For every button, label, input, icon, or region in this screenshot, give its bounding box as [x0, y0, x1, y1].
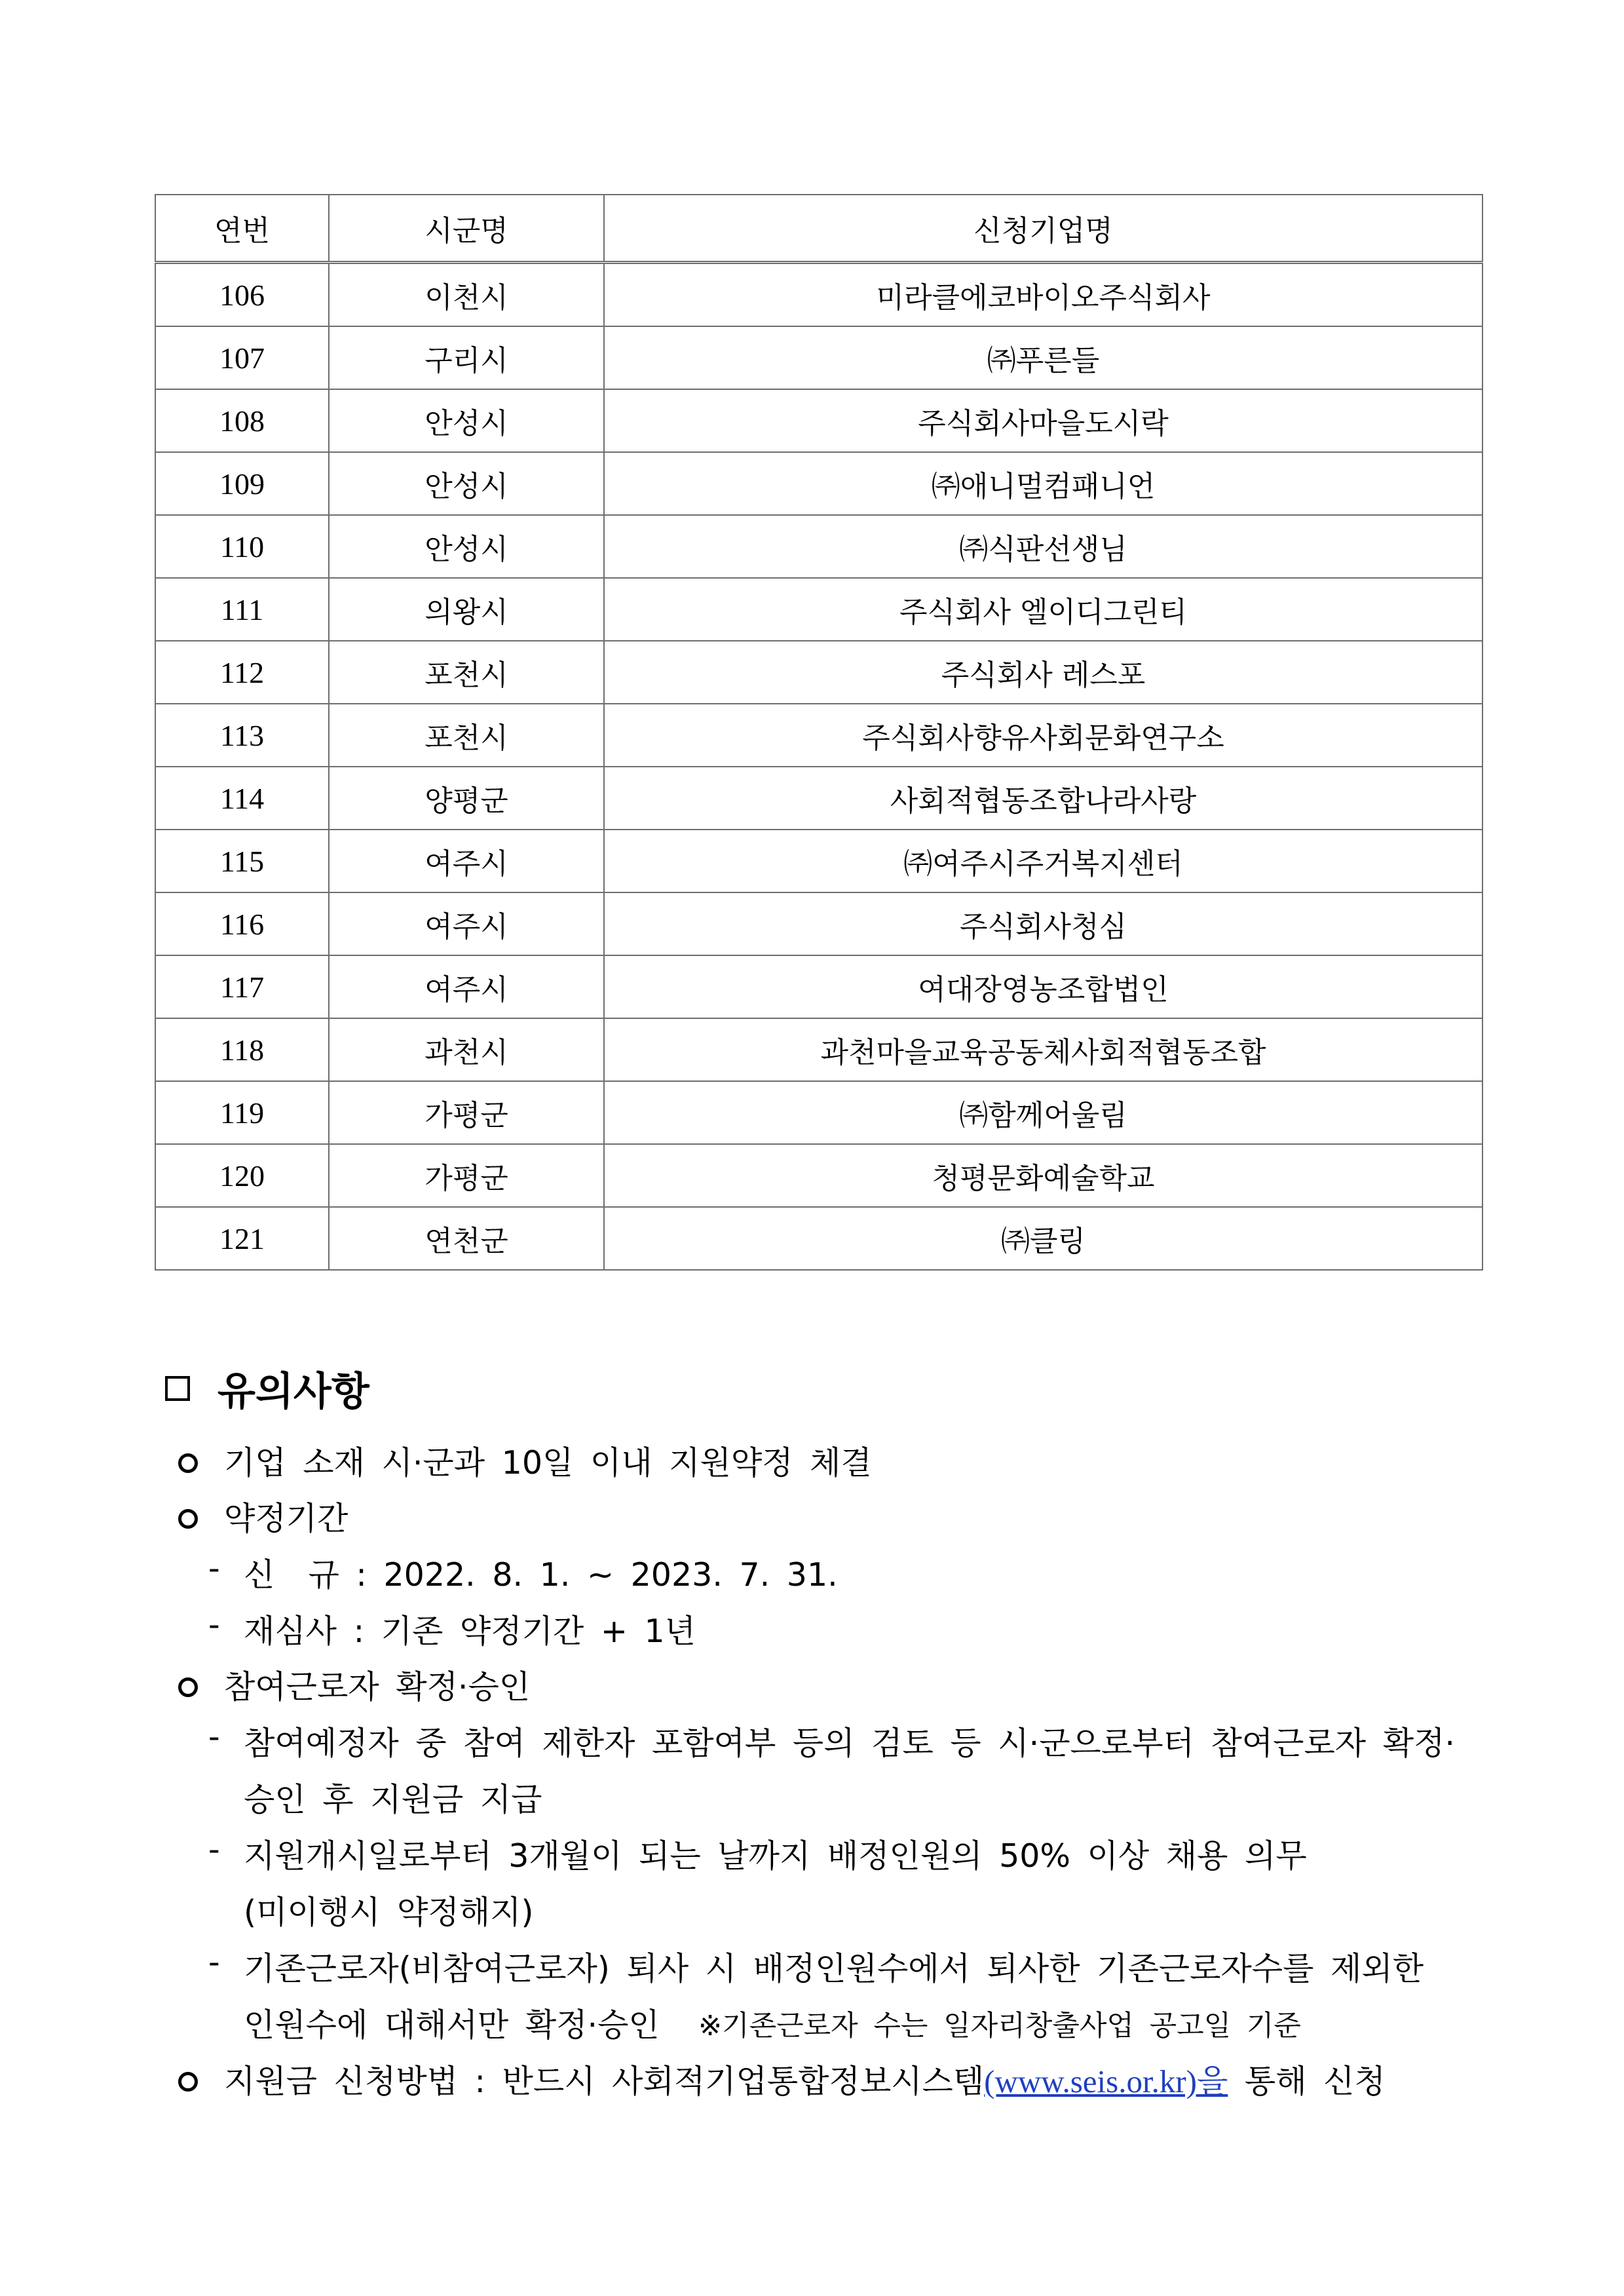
- row-city: 연천군: [329, 1207, 604, 1270]
- table-row: [155, 1018, 1482, 1081]
- note-item-worker-approval: 참여근로자 확정·승인: [224, 1668, 531, 1706]
- row-city: 의왕시: [329, 578, 604, 641]
- table-row: [155, 1081, 1482, 1144]
- application-method-suffix: 통해 신청: [1244, 2063, 1386, 2100]
- row-number: 109: [155, 452, 329, 515]
- row-number: 106: [155, 263, 329, 327]
- row-number: 113: [155, 704, 329, 767]
- table-row: [155, 704, 1482, 767]
- row-number: 112: [155, 641, 329, 704]
- table-row: [155, 641, 1482, 704]
- notes-title: 유의사항: [217, 1369, 369, 1415]
- row-city: 양평군: [329, 767, 604, 830]
- row-company: ㈜클링: [604, 1207, 1482, 1270]
- note-sub-review-line1: 참여예정자 중 참여 제한자 포함여부 등의 검토 등 시·군으로부터 참여근로자 확정·: [244, 1725, 1455, 1762]
- row-company: ㈜함께어울림: [604, 1081, 1482, 1144]
- table-row: [155, 515, 1482, 578]
- row-company: 미라클에코바이오주식회사: [604, 263, 1482, 327]
- row-city: 포천시: [329, 704, 604, 767]
- seis-website-link[interactable]: (www.seis.or.kr)을: [984, 2063, 1228, 2099]
- row-company: 여대장영농조합법인: [604, 955, 1482, 1018]
- dash-marker: -: [208, 1550, 220, 1587]
- row-number: 120: [155, 1144, 329, 1207]
- row-city: 포천시: [329, 641, 604, 704]
- notes-section: [161, 1356, 1498, 2100]
- circle-bullet-icon: [178, 1677, 198, 1697]
- table-header-row: [155, 195, 1482, 263]
- table-row: [155, 767, 1482, 830]
- row-company: 사회적협동조합나라사랑: [604, 767, 1482, 830]
- row-company: ㈜식판선생님: [604, 515, 1482, 578]
- row-number: 111: [155, 578, 329, 641]
- note-item-application-method: [224, 2056, 1386, 2102]
- row-company: 주식회사 엘이디그린티: [604, 578, 1482, 641]
- row-city: 여주시: [329, 892, 604, 955]
- row-number: 115: [155, 830, 329, 892]
- row-city: 안성시: [329, 389, 604, 452]
- table-row: [155, 263, 1482, 327]
- row-city: 여주시: [329, 830, 604, 892]
- row-number: 117: [155, 955, 329, 1018]
- applicant-table-container: [155, 194, 1482, 1271]
- header-company: 신청기업명: [604, 195, 1482, 263]
- note-sub-hiring-line2: (미이행시 약정해지): [244, 1894, 534, 1931]
- circle-bullet-icon: [178, 2072, 198, 2092]
- note-sub-review-line2: 승인 후 지원금 지급: [244, 1781, 542, 1818]
- row-city: 이천시: [329, 263, 604, 327]
- row-company: ㈜푸른들: [604, 326, 1482, 389]
- note-sub-existing-line1: 기존근로자(비참여근로자) 퇴사 시 배정인원수에서 퇴사한 기존근로자수를 제외한: [244, 1950, 1424, 1987]
- row-number: 119: [155, 1081, 329, 1144]
- dash-marker: -: [208, 1606, 220, 1643]
- circle-bullet-icon: [178, 1453, 198, 1473]
- row-city: 여주시: [329, 955, 604, 1018]
- table-row: [155, 578, 1482, 641]
- note-item-agreement-period: 약정기간: [224, 1500, 349, 1537]
- table-row: [155, 1144, 1482, 1207]
- row-number: 108: [155, 389, 329, 452]
- header-city: 시군명: [329, 195, 604, 263]
- row-company: 주식회사 레스포: [604, 641, 1482, 704]
- table-row: [155, 830, 1482, 892]
- dash-marker: -: [208, 1718, 220, 1755]
- header-number: 연번: [155, 195, 329, 263]
- row-city: 구리시: [329, 326, 604, 389]
- row-company: 과천마을교육공동체사회적협동조합: [604, 1018, 1482, 1081]
- row-city: 가평군: [329, 1081, 604, 1144]
- applicant-table: [155, 194, 1483, 1271]
- table-row: [155, 452, 1482, 515]
- row-company: 청평문화예술학교: [604, 1144, 1482, 1207]
- note-sub-hiring-line1: 지원개시일로부터 3개월이 되는 날까지 배정인원의 50% 이상 채용 의무: [244, 1837, 1307, 1875]
- note-sub-new-period: 신 규 : 2022. 8. 1. ~ 2023. 7. 31.: [244, 1556, 838, 1594]
- row-company: 주식회사마을도시락: [604, 389, 1482, 452]
- row-number: 118: [155, 1018, 329, 1081]
- dash-marker: -: [208, 1943, 220, 1981]
- row-number: 121: [155, 1207, 329, 1270]
- row-number: 107: [155, 326, 329, 389]
- note-sub-existing-line2: 인원수에 대해서만 확정·승인: [244, 2006, 660, 2044]
- note-sub-review-period: 재심사 : 기존 약정기간 + 1년: [244, 1613, 696, 1650]
- row-city: 안성시: [329, 452, 604, 515]
- notes-heading: [161, 1356, 1498, 1428]
- table-row: [155, 326, 1482, 389]
- table-row: [155, 389, 1482, 452]
- note-reference-remark: ※기존근로자 수는 일자리창출사업 공고일 기준: [698, 2010, 1301, 2042]
- row-city: 과천시: [329, 1018, 604, 1081]
- row-company: 주식회사향유사회문화연구소: [604, 704, 1482, 767]
- row-city: 가평군: [329, 1144, 604, 1207]
- row-company: ㈜여주시주거복지센터: [604, 830, 1482, 892]
- row-number: 114: [155, 767, 329, 830]
- row-company: ㈜애니멀컴패니언: [604, 452, 1482, 515]
- square-bullet-icon: [165, 1376, 190, 1401]
- circle-bullet-icon: [178, 1509, 198, 1529]
- note-item-agreement-deadline: 기업 소재 시·군과 10일 이내 지원약정 체결: [224, 1444, 872, 1482]
- table-body: [155, 263, 1482, 1271]
- table-row: [155, 1207, 1482, 1270]
- table-row: [155, 892, 1482, 955]
- row-city: 안성시: [329, 515, 604, 578]
- dash-marker: -: [208, 1831, 220, 1868]
- row-number: 116: [155, 892, 329, 955]
- row-company: 주식회사청심: [604, 892, 1482, 955]
- row-number: 110: [155, 515, 329, 578]
- application-method-text: 지원금 신청방법 : 반드시 사회적기업통합정보시스템: [224, 2063, 985, 2100]
- table-row: [155, 955, 1482, 1018]
